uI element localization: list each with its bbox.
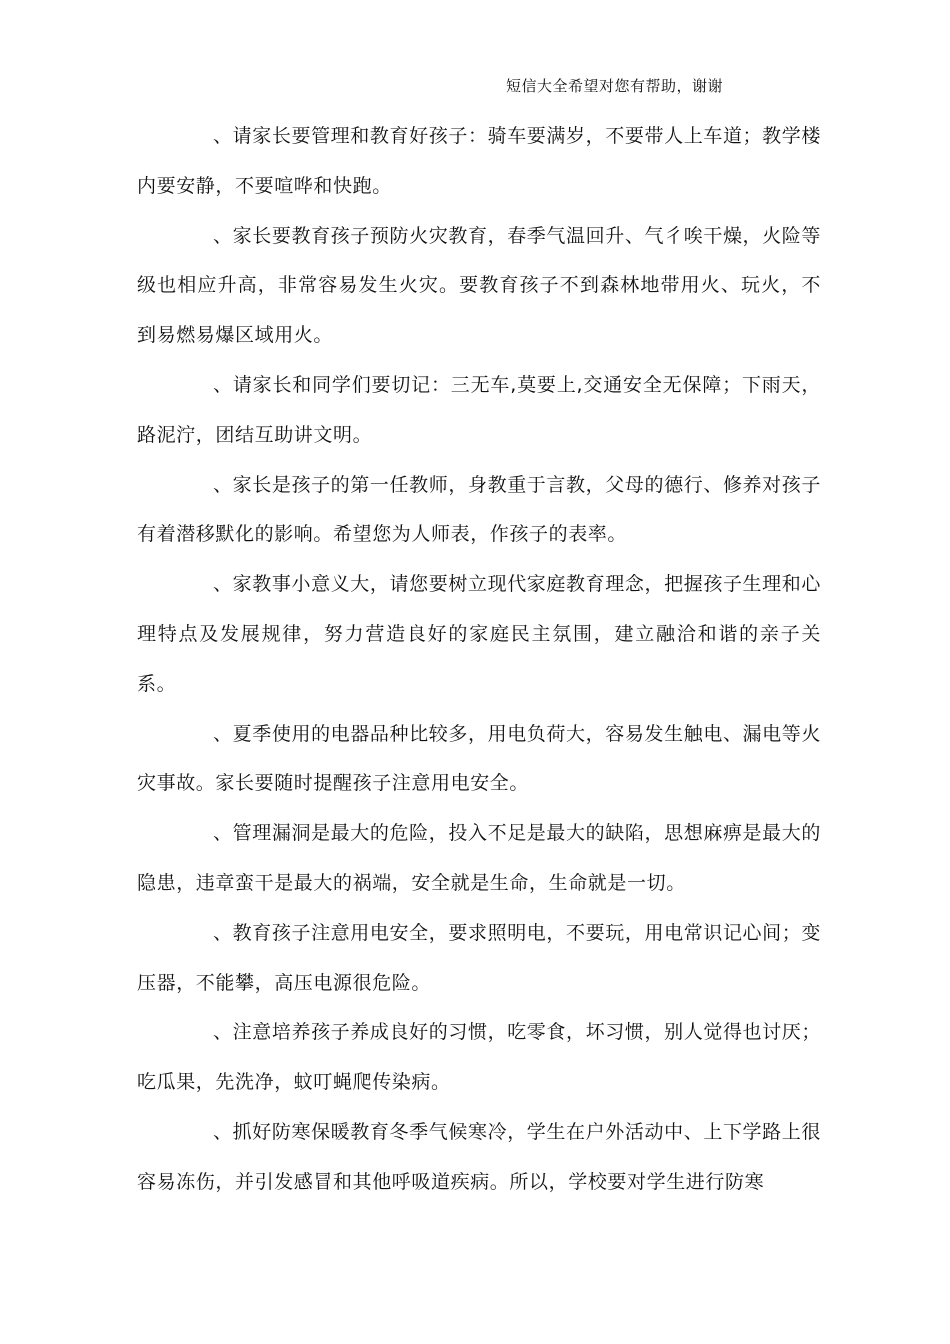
paragraph: 、请家长和同学们要切记：三无车,莫要上,交通安全无保障；下雨天，路泥泞，团结互助讲文明。 [137, 373, 821, 446]
paragraph: 、注意培养孩子养成良好的习惯，吃零食，坏习惯，别人觉得也讨厌；吃瓜果，先洗净，蚊叮蝇爬传染病。 [137, 1021, 821, 1094]
paragraph: 、家教事小意义大，请您要树立现代家庭教育理念，把握孩子生理和心理特点及发展规律，努力营造良好的家庭民主氛围，建立融洽和谐的亲子关系。 [137, 573, 821, 695]
paragraph: 、家长要教育孩子预防火灾教育，春季气温回升、气彳唉干燥，火险等级也相应升高，非常容易发生火灾。要教育孩子不到森林地带用火、玩火，不到易燃易爆区域用火。 [137, 224, 821, 347]
paragraph: 、家长是孩子的第一任教师，身教重于言教，父母的德行、修养对孩子有着潜移默化的影响。希望您为人师表，作孩子的表率。 [137, 473, 821, 546]
page-header: 短信大全希望对您有帮助，谢谢 [506, 77, 724, 95]
paragraph: 、教育孩子注意用电安全，要求照明电，不要玩，用电常识记心间；变压器，不能攀，高压电源很危险。 [137, 921, 821, 994]
paragraph: 、管理漏洞是最大的危险，投入不足是最大的缺陷，思想麻痹是最大的隐患，违章蛮干是最大的祸端，安全就是生命，生命就是一切。 [137, 822, 821, 894]
paragraph: 、抓好防寒保暖教育冬季气候寒冷，学生在户外活动中、上下学路上很容易冻伤，并引发感冒和其他呼吸道疾病。所以，学校要对学生进行防寒 [137, 1120, 821, 1193]
paragraph: 、请家长要管理和教育好孩子：骑车要满岁，不要带人上车道；教学楼内要安静，不要喧哗和快跑。 [137, 125, 821, 197]
document-body [137, 112, 821, 1208]
paragraph: 、夏季使用的电器品种比较多，用电负荷大，容易发生触电、漏电等火灾事故。家长要随时提醒孩子注意用电安全。 [137, 722, 821, 795]
